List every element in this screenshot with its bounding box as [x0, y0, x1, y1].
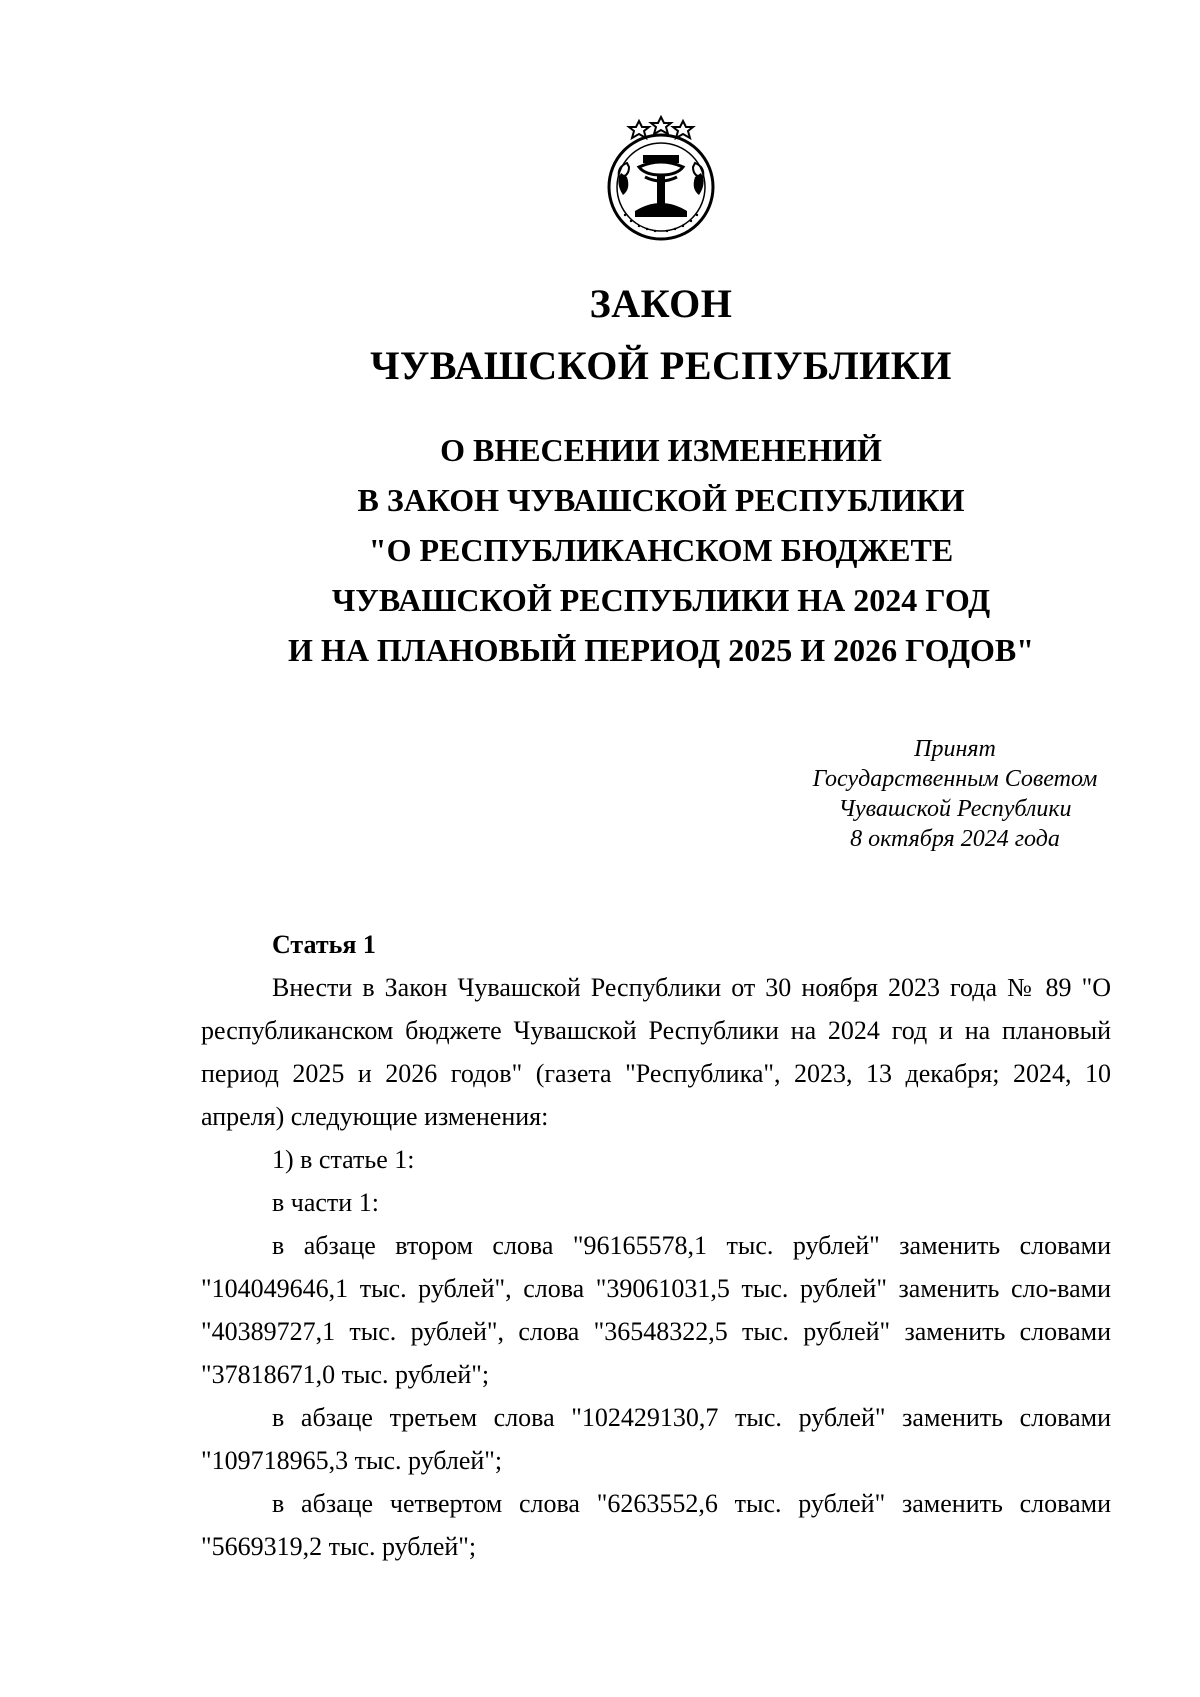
- article-body: [201, 923, 1111, 1568]
- subtitle-line: И НА ПЛАНОВЫЙ ПЕРИОД 2025 И 2026 ГОДОВ": [288, 632, 1034, 668]
- article-paragraph: в абзаце третьем слова "102429130,7 тыс. рублей" заменить словами "109718965,3 тыс. рублей";: [201, 1403, 1111, 1475]
- adoption-line: Принят: [914, 736, 996, 762]
- law-subtitle: [0, 425, 1200, 675]
- article-paragraph: Внести в Закон Чувашской Республики от 30 ноября 2023 года № 89 "О республиканском бюджете Чувашской Республики на 2024 год и на плановый период 2025 и 2026 годов" (газета "Республика", 2023, 13 декабря; 2024, 10 апреля) следующие изменения:: [201, 973, 1111, 1131]
- title-line-republic: ЧУВАШСКОЙ РЕСПУБЛИКИ: [370, 343, 952, 388]
- article-heading: Статья 1: [272, 930, 376, 959]
- subtitle-line: О ВНЕСЕНИИ ИЗМЕНЕНИЙ: [440, 432, 882, 468]
- article-paragraph: в части 1:: [272, 1188, 379, 1217]
- article-paragraph: 1) в статье 1:: [272, 1145, 415, 1174]
- article-paragraph: в абзаце четвертом слова "6263552,6 тыс. рублей" заменить словами "5669319,2 тыс. рублей";: [201, 1489, 1111, 1561]
- subtitle-line: "О РЕСПУБЛИКАНСКОМ БЮДЖЕТЕ: [368, 532, 954, 568]
- coat-of-arms-icon: [599, 115, 723, 243]
- adoption-line: Государственным Советом: [812, 766, 1098, 792]
- adoption-line: Чувашской Республики: [838, 796, 1072, 822]
- subtitle-line: ЧУВАШСКОЙ РЕСПУБЛИКИ НА 2024 ГОД: [331, 582, 991, 618]
- adoption-date: 8 октября 2024 года: [850, 826, 1060, 852]
- title-line-law: ЗАКОН: [589, 281, 733, 326]
- law-title: [0, 273, 1200, 397]
- subtitle-line: В ЗАКОН ЧУВАШСКОЙ РЕСПУБЛИКИ: [357, 482, 965, 518]
- article-paragraph: в абзаце втором слова "96165578,1 тыс. рублей" заменить словами "104049646,1 тыс. рублей", слова "39061031,5 тыс. рублей" заменить сло-вами "40389727,1 тыс. рублей", слова "36548322,5 тыс. рублей" заменить словами "37818671,0 тыс. рублей";: [201, 1231, 1111, 1389]
- adoption-note: [795, 734, 1115, 854]
